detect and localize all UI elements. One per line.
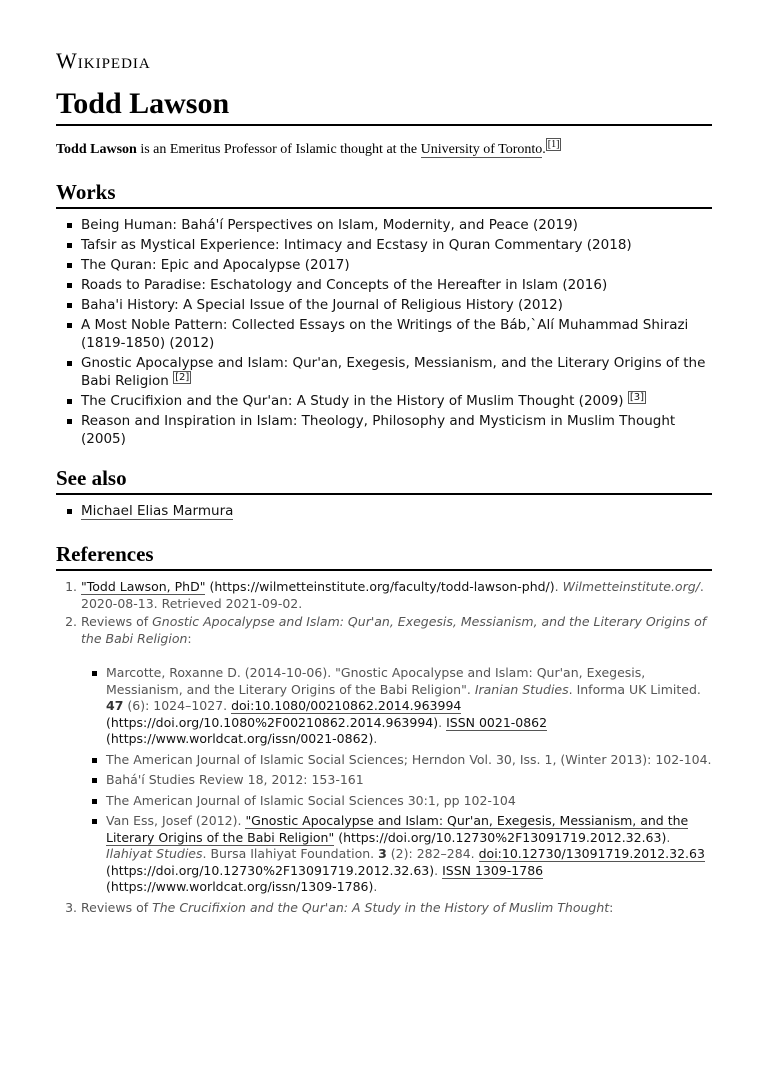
lead-end: . (542, 142, 546, 157)
works-item (81, 412, 712, 448)
university-link[interactable]: University of Toronto (420, 142, 543, 157)
works-item (81, 216, 712, 234)
article-page (0, 50, 768, 916)
works-item (81, 236, 712, 254)
works-item-text: Reason and Inspiration in Islam: Theology, Philosophy and Mysticism in Muslim Thought (2005) (81, 413, 676, 447)
review-item: The American Journal of Islamic Social Sciences 30:1, pp 102-104 (106, 793, 712, 810)
ref2-work: Gnostic Apocalypse and Islam: Qur'an, Exegesis, Messianism, and the Literary Origins of the Babi Religion (81, 614, 707, 646)
ref1-link[interactable]: "Todd Lawson, PhD" (https://wilmetteinstitute.org/faculty/todd-lawson-phd/) (81, 579, 555, 594)
issn-link[interactable]: ISSN 0021-0862 (https://www.worldcat.org/issn/0021-0862) (106, 714, 548, 746)
lead-name: Todd Lawson (56, 142, 137, 157)
references-list (56, 579, 712, 916)
citation-1[interactable]: [1] (547, 139, 560, 151)
issn-link[interactable]: ISSN 1309-1786 (https://www.worldcat.org/issn/1309-1786) (106, 862, 544, 894)
review-item: Bahá'í Studies Review 18, 2012: 153-161 (106, 772, 712, 789)
works-item (81, 256, 712, 274)
works-item (81, 316, 712, 352)
review-item: Van Ess, Josef (2012). "Gnostic Apocalypse and Islam: Qur'an, Exegesis, Messianism, and the Literary Origins of the Babi Religion" (https://doi.org/10.12730%2F13091719.2012.32.63). Ilahiyat Studies. Bursa Ilahiyat Foundation. 3 (2): 282–284. doi:10.12730/13091719.2012.32.63 (https://doi.org/10.12730%2F13091719.2012.32.63). ISSN 1309-1786 (https://www.worldcat.org/issn/1309-1786). (106, 813, 712, 896)
see-also-list (56, 502, 712, 520)
see-also-item (81, 502, 712, 520)
review-item: Marcotte, Roxanne D. (2014-10-06). "Gnostic Apocalypse and Islam: Qur'an, Exegesis, Messianism, and the Literary Origins of the Babi Religion". Iranian Studies. Informa UK Limited. 47 (6): 1024–1027. doi:10.1080/00210862.2014.963994 (https://doi.org/10.1080%2F00210862.2014.963994). ISSN 0021-0862 (https://www.worldcat.org/issn/0021-0862). (106, 665, 712, 748)
works-list (56, 216, 712, 448)
citation-2[interactable]: [2] (175, 371, 190, 383)
works-item (81, 276, 712, 294)
reference-item: 2. Reviews of Gnostic Apocalypse and Islam: Qur'an, Exegesis, Messianism, and the Literary Origins of the Babi Religion: Marcotte, Roxanne D. (2014-10-06). "Gnostic Apocalypse and Islam: Qur'an, Exegesis, Messianism, and the Literary Origins of the Babi Religion". Iranian Studies. Informa UK Limited. 47 (6): 1024–1027. doi:10.1080/00210862.2014.963994 (https://doi.org/10.1080%2F00210862.2014.963994). ISSN 0021-0862 (https://www.worldcat.org/issn/0021-0862). The American Journal of Islamic Social Sciences; Herndon Vol. 30, Iss. 1, (Winter 2013): 102-104. Bahá'í Studies Review 18, 2012: 153-161 The American Journal of Islamic Social Sciences 30:1, pp 102-104 Van Ess, Josef (2012). "Gnostic Apocalypse and Islam: Qur'an, Exegesis, Messianism, and the Literary Origins of the Babi Religion" (https://doi.org/10.12730%2F13091719.2012.32.63). Ilahiyat Studies. Bursa Ilahiyat Foundation. 3 (2): 282–284. doi:10.12730/13091719.2012.32.63 (https://doi.org/10.12730%2F13091719.2012.32.63). ISSN 1309-1786 (https://www.worldcat.org/issn/1309-1786). (81, 614, 712, 896)
review-list (81, 665, 712, 896)
works-item-text: Roads to Paradise: Eschatology and Concepts of the Hereafter in Islam (2016) (81, 277, 608, 293)
reference-item: 1. "Todd Lawson, PhD" (https://wilmetteinstitute.org/faculty/todd-lawson-phd/). Wilmetteinstitute.org/. 2020-08-13. Retrieved 2021-09-02. (81, 579, 712, 612)
citation-3[interactable]: [3] (629, 391, 645, 403)
wikipedia-wordmark[interactable]: Wikipedia (56, 48, 151, 73)
van-ess-link[interactable]: "Gnostic Apocalypse and Islam: Qur'an, Exegesis, Messianism, and the Literary Origins of the Babi Religion" (https://doi.org/10.12730%2F13091719.2012.32.63) (106, 813, 689, 845)
doi-link[interactable]: doi:10.12730/13091719.2012.32.63 (https://doi.org/10.12730%2F13091719.2012.32.63) (106, 846, 705, 878)
see-also-link[interactable]: Michael Elias Marmura (81, 503, 234, 519)
works-item-text: The Quran: Epic and Apocalypse (2017) (81, 257, 350, 273)
doi-link[interactable]: doi:10.1080/00210862.2014.963994 (https://doi.org/10.1080%2F00210862.2014.963994) (106, 698, 462, 730)
works-item (81, 392, 712, 410)
ref3-work: The Crucifixion and the Qur'an: A Study in the History of Muslim Thought (152, 899, 610, 915)
page-title: Todd Lawson (56, 86, 712, 126)
works-item (81, 296, 712, 314)
works-item-text: Being Human: Bahá'í Perspectives on Islam, Modernity, and Peace (2019) (81, 217, 578, 233)
works-heading: Works (56, 178, 712, 209)
works-item-text: Tafsir as Mystical Experience: Intimacy and Ecstasy in Quran Commentary (2018) (81, 237, 632, 253)
reference-item: 3. Reviews of The Crucifixion and the Qur'an: A Study in the History of Muslim Thought: (81, 900, 712, 917)
review-item: The American Journal of Islamic Social Sciences; Herndon Vol. 30, Iss. 1, (Winter 2013): 102-104. (106, 751, 712, 767)
works-item-text: Baha'i History: A Special Issue of the Journal of Religious History (2012) (81, 297, 563, 313)
lead-paragraph (56, 140, 712, 160)
works-item-text: A Most Noble Pattern: Collected Essays on the Writings of the Báb,`Alí Muhammad Shirazi (1819-1850) (2012) (81, 317, 689, 351)
see-also-heading: See also (56, 464, 712, 495)
works-item-text: Gnostic Apocalypse and Islam: Qur'an, Exegesis, Messianism, and the Literary Origins of the Babi Religion (81, 355, 706, 389)
works-item-text: The Crucifixion and the Qur'an: A Study in the History of Muslim Thought (2009) (81, 393, 628, 409)
ref1-site: Wilmetteinstitute.org/ (562, 579, 700, 594)
lead-text: is an Emeritus Professor of Islamic thought at the (136, 142, 421, 157)
references-heading: References (56, 540, 712, 571)
works-item (81, 354, 712, 390)
